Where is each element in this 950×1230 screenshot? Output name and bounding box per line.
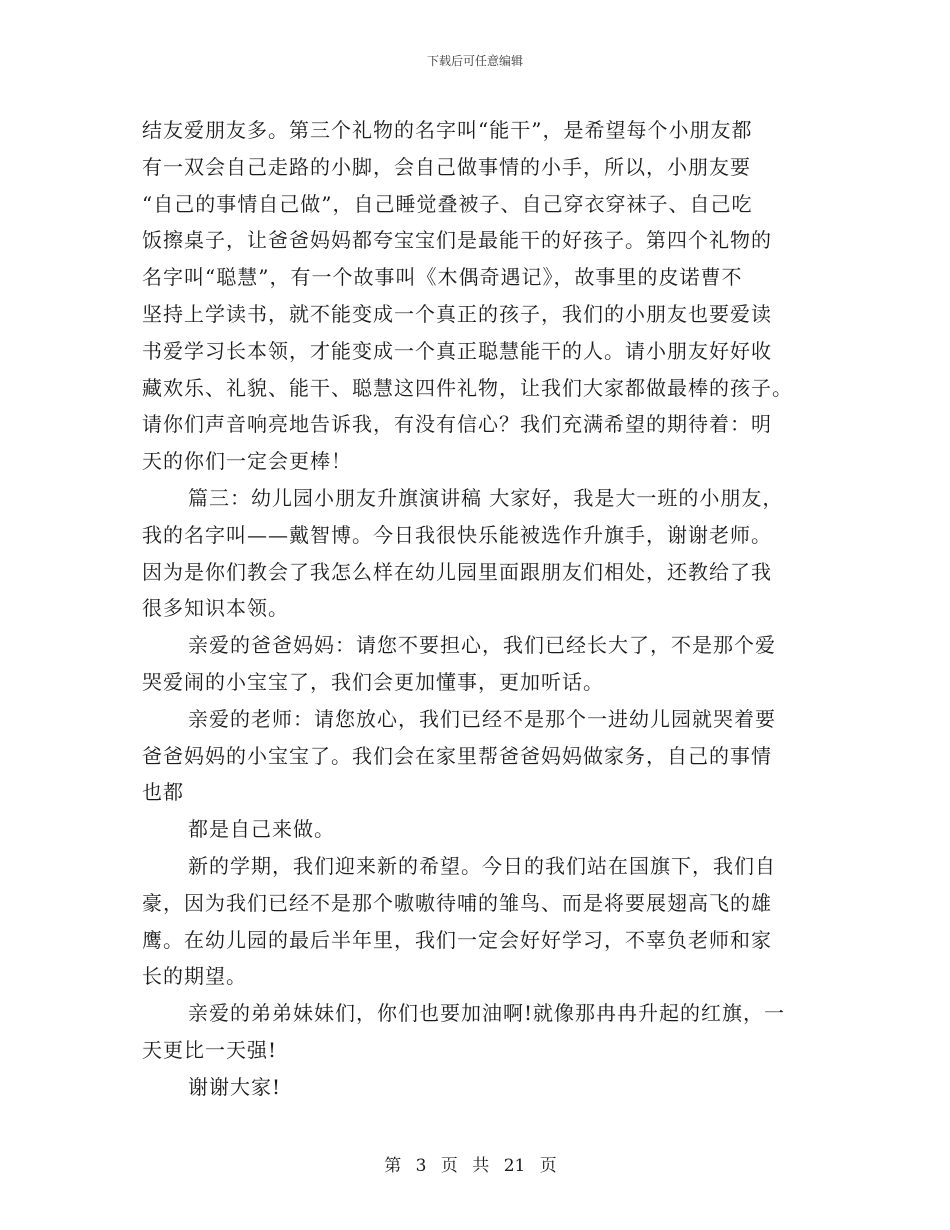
text-line: 天更比一天强! — [142, 1037, 278, 1062]
header-note: 下载后可任意编辑 — [426, 54, 523, 68]
page-label-prefix: 第 — [384, 1156, 402, 1176]
page-header — [0, 54, 950, 68]
text-line: 也都 — [142, 780, 184, 805]
text-line: 鹰。在幼儿园的最后半年里，我们一定会好好学习，不辜负老师和家 — [142, 927, 772, 952]
text-line: 很多知识本领。 — [142, 596, 289, 621]
text-line: 豪，因为我们已经不是那个嗷嗷待哺的雏鸟、而是将要展翅高飞的雄 — [142, 890, 772, 915]
text-line: 结友爱朋友多。第三个礼物的名字叫“能干”，是希望每个小朋友都 — [142, 118, 753, 142]
paragraph-start-line: 亲爱的老师：请您放心，我们已经不是那个一进幼儿园就哭着要 — [188, 706, 776, 731]
paragraph-start-line: 篇三：幼儿园小朋友升旗演讲稿 大家好，我是大一班的小朋友， — [188, 485, 784, 510]
document-body — [142, 112, 832, 1106]
text-line: 名字叫“聪慧”，有一个故事叫《木偶奇遇记》，故事里的皮诺曹不 — [142, 265, 743, 290]
text-line: 因为是你们教会了我怎么样在幼儿园里面跟朋友们相处，还教给了我 — [142, 559, 772, 584]
total-pages: 21 — [503, 1156, 526, 1176]
text-line: “自己的事情自己做”，自己睡觉叠被子、自己穿衣穿袜子、自己吃 — [142, 191, 753, 216]
text-line: 有一双会自己走路的小脚，会自己做事情的小手，所以，小朋友要 — [142, 154, 751, 179]
page-footer — [0, 1155, 950, 1177]
paragraph-start-line: 新的学期，我们迎来新的希望。今日的我们站在国旗下，我们自 — [188, 853, 776, 878]
page-label-mid: 页 — [440, 1156, 458, 1176]
text-line: 藏欢乐、礼貌、能干、聪慧这四件礼物，让我们大家都做最棒的孩子。 — [142, 375, 793, 400]
text-line: 坚持上学读书，就不能变成一个真正的孩子，我们的小朋友也要爱读 — [142, 301, 772, 326]
page-number: 3 — [415, 1156, 427, 1176]
text-line: 哭爱闹的小宝宝了，我们会更加懂事，更加听话。 — [142, 669, 604, 694]
page-label-suffix: 页 — [539, 1156, 557, 1176]
paragraph-start-line: 谢谢大家! — [188, 1074, 282, 1099]
paragraph-start-line: 都是自己来做。 — [188, 817, 335, 842]
paragraph-start-line: 亲爱的爸爸妈妈：请您不要担心，我们已经长大了，不是那个爱 — [188, 633, 776, 658]
paragraph-start-line: 亲爱的弟弟妹妹们，你们也要加油啊!就像那冉冉升起的红旗，一 — [188, 1001, 786, 1026]
text-line: 饭擦桌子，让爸爸妈妈都夸宝宝们是最能干的好孩子。第四个礼物的 — [142, 228, 772, 253]
text-line: 书爱学习长本领，才能变成一个真正聪慧能干的人。请小朋友好好收 — [142, 338, 772, 363]
text-line: 爸爸妈妈的小宝宝了。我们会在家里帮爸爸妈妈做家务，自己的事情 — [142, 743, 772, 768]
total-label: 共 — [472, 1156, 490, 1176]
text-line: 天的你们一定会更棒！ — [142, 449, 352, 474]
text-line: 我的名字叫——戴智博。今日我很快乐能被选作升旗手，谢谢老师。 — [142, 522, 772, 547]
text-line: 请你们声音响亮地告诉我，有没有信心？我们充满希望的期待着：明 — [142, 412, 772, 437]
text-line: 长的期望。 — [142, 964, 247, 989]
